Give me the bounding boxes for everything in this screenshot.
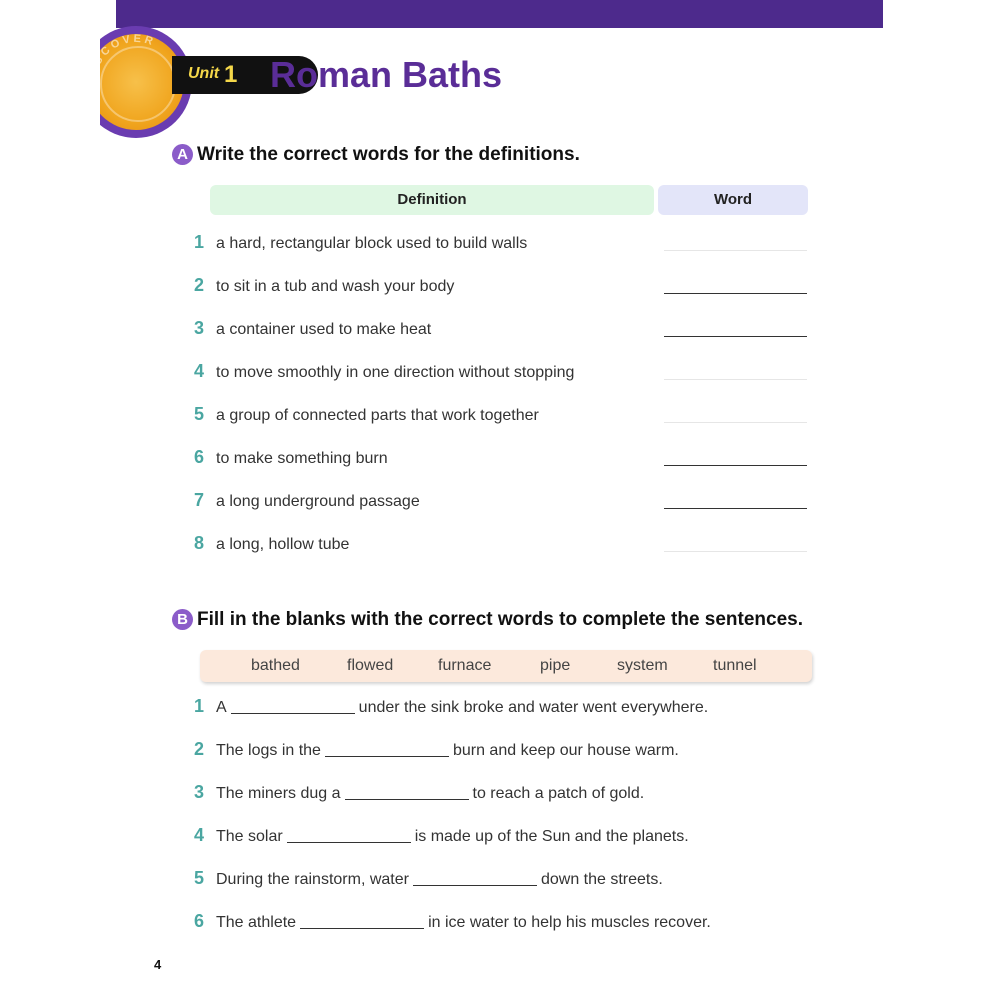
fill-in-blank[interactable] [413,871,537,886]
seal-text: DISCOVER [86,32,158,83]
definition-text: to sit in a tub and wash your body [216,278,455,295]
page-number: 4 [154,957,162,972]
fill-in-blank[interactable] [287,828,411,843]
svg-text:DISCOVER [86,32,158,83]
definition-text: a group of connected parts that work together [216,407,539,424]
worksheet-page [86,0,883,1000]
item-number: 1 [194,232,205,252]
definition-text: a long underground passage [216,493,420,510]
word-bank-item: furnace [438,657,492,674]
unit-label: Unit [188,65,220,82]
word-bank-item: bathed [251,657,300,674]
sentence-start: The logs in the [216,742,321,759]
definition-row [194,318,431,342]
definition-row [194,404,539,428]
answer-blank[interactable] [664,250,807,251]
fill-in-blank[interactable] [300,914,424,929]
definition-text: a long, hollow tube [216,536,350,553]
answer-blank[interactable] [664,508,807,509]
item-number: 1 [194,696,205,716]
definition-row [194,533,349,557]
item-number: 7 [194,490,205,510]
answer-blank[interactable] [664,422,807,423]
definition-text: to make something burn [216,450,388,467]
sentence-row [194,782,644,806]
sentence-start: The athlete [216,914,297,931]
item-number: 3 [194,782,205,802]
answer-blank[interactable] [664,336,807,337]
item-number: 5 [194,868,205,888]
fill-in-blank[interactable] [345,785,469,800]
sentence-row [194,911,711,935]
fill-in-blank[interactable] [325,742,449,757]
item-number: 6 [194,447,205,467]
section-b-heading [172,609,803,631]
sentence-row [194,868,663,892]
answer-blank[interactable] [664,293,807,294]
section-b-instruction: Fill in the blanks with the correct words to complete the sentences. [197,609,804,630]
sentence-row [194,825,689,849]
item-number: 5 [194,404,205,424]
sentence-start: The miners dug a [216,785,341,802]
definition-row [194,447,388,471]
item-number: 6 [194,911,205,931]
section-a-instruction: Write the correct words for the definitions. [197,144,580,165]
sentence-row [194,739,679,763]
unit-number: 1 [224,61,238,88]
definition-column-header: Definition [210,185,654,215]
item-number: 4 [194,825,205,845]
item-number: 2 [194,739,205,759]
answer-blank[interactable] [664,551,807,552]
sentence-start: A [216,699,227,716]
answer-blank[interactable] [664,465,807,466]
item-number: 4 [194,361,205,381]
sentence-start: The solar [216,828,283,845]
answer-blank[interactable] [664,379,807,380]
definition-row [194,275,454,299]
sentence-end: under the sink broke and water went everywhere. [358,699,709,716]
word-bank-item: system [617,657,668,674]
word-bank-item: pipe [540,657,571,674]
section-a-heading [172,144,580,166]
sentence-end: is made up of the Sun and the planets. [414,828,689,845]
word-bank [200,650,812,682]
page-title: Roman Baths [270,54,503,95]
definition-row [194,361,574,385]
definition-text: to move smoothly in one direction without stopping [216,364,575,381]
sentence-end: burn and keep our house warm. [452,742,679,759]
sentence-end: to reach a patch of gold. [472,785,645,802]
definition-text: a hard, rectangular block used to build walls [216,235,528,252]
sentence-end: down the streets. [540,871,663,888]
sentence-end: in ice water to help his muscles recover. [428,914,711,931]
definition-text: a container used to make heat [216,321,432,338]
item-number: 3 [194,318,205,338]
top-bar [116,0,883,28]
fill-in-blank[interactable] [231,699,355,714]
sentence-row [194,696,708,720]
word-bank-item: flowed [347,657,394,674]
item-number: 2 [194,275,205,295]
sentence-start: During the rainstorm, water [216,871,409,888]
item-number: 8 [194,533,205,553]
definition-row [194,490,420,514]
section-b-badge: B [172,609,193,630]
word-column-header: Word [658,185,808,215]
section-a-badge: A [172,144,193,165]
word-bank-item: tunnel [713,657,757,674]
definition-row [194,232,527,256]
